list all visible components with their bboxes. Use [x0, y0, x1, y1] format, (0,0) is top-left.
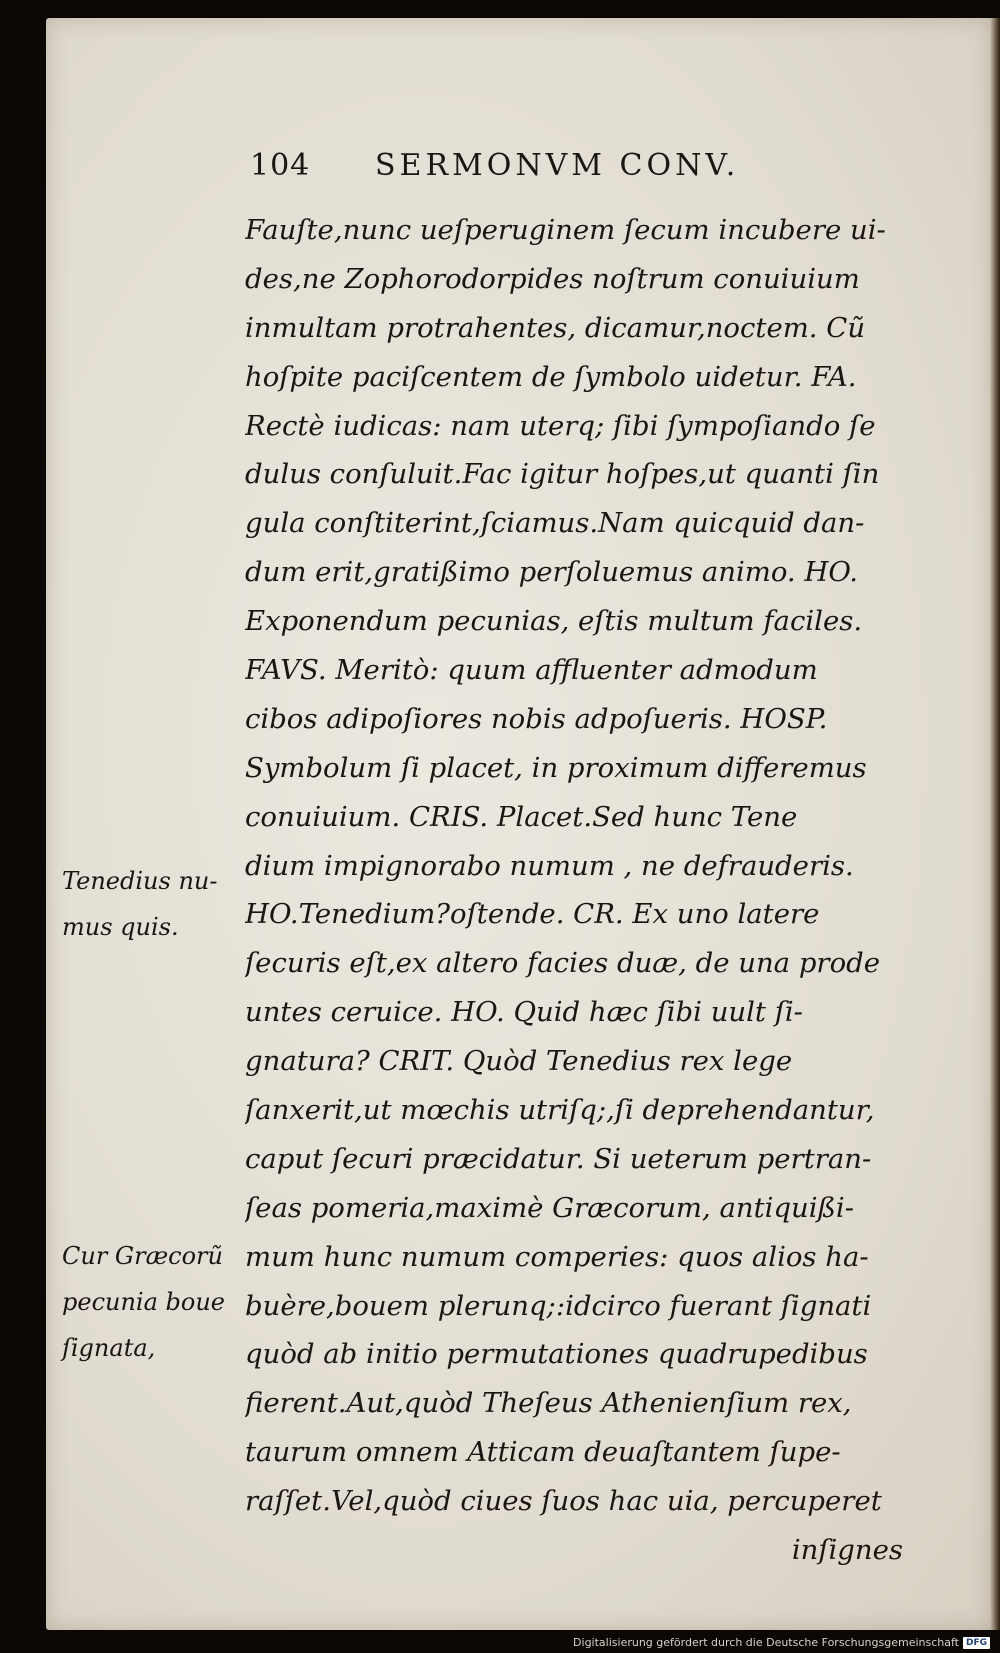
text-line: hoſpite paciſcentem de ſymbolo uidetur. FA.: [245, 360, 857, 393]
text-line: Exponendum pecunias, eſtis multum faciles.: [245, 605, 863, 638]
body-text: [245, 206, 903, 1575]
marginal-note-line: mus quis.: [62, 913, 179, 941]
page-number: 104: [250, 148, 311, 183]
text-line: untes ceruice. HO. Quid hæc ſibi uult ſi-: [245, 996, 803, 1029]
text-line: buère,bouem plerunq;:idcirco fuerant ſignati: [245, 1289, 872, 1322]
dfg-logo: DFG: [963, 1637, 990, 1649]
text-line: conuiuium. CRIS. Placet.Sed hunc Tene: [245, 800, 798, 833]
text-line: dium impignorabo numum , ne defrauderis.: [245, 849, 854, 882]
marginal-note-line: ſignata,: [62, 1334, 156, 1362]
text-line: Rectè iudicas: nam uterq; ſibi ſympoſiando ſe: [245, 409, 876, 442]
text-line: mum hunc numum comperies: quos alios ha-: [245, 1240, 869, 1273]
text-line: quòd ab initio permutationes quadrupedibus: [245, 1338, 868, 1371]
marginal-note-line: Tenedius nu-: [62, 867, 218, 895]
text-line: ſeas pomeria,maximè Græcorum, antiquißi-: [245, 1191, 855, 1224]
text-line: dum erit,gratißimo perſoluemus animo. HO.: [245, 556, 859, 589]
text-line: ſanxerit,ut mœchis utriſq;,ſi deprehendantur,: [245, 1094, 875, 1127]
credit-text: Digitalisierung gefördert durch die Deutsche Forschungsgemeinschaft: [573, 1636, 959, 1649]
marginal-note-line: Cur Græcorũ: [62, 1242, 223, 1270]
marginal-note-line: pecunia boue: [62, 1288, 226, 1316]
text-line: inmultam protrahentes, dicamur,noctem. Cũ: [245, 311, 866, 344]
text-line: Symbolum ſi placet, in proximum differemus: [245, 751, 867, 784]
text-line: HO.Tenedium?oſtende. CR. Ex uno latere: [245, 898, 820, 931]
running-head: SERMONVM CONV.: [375, 148, 740, 183]
text-line: FAVS. Meritò: quum affluenter admodum: [245, 654, 818, 687]
marginal-note-graecorum: [62, 1233, 225, 1371]
text-line: ſecuris eſt,ex altero facies duæ, de una prode: [245, 947, 880, 980]
text-line: raſſet.Vel,quòd ciues ſuos hac uia, percuperet: [245, 1485, 882, 1518]
marginal-note-tenedius: [62, 858, 217, 950]
text-line: gula conſtiterint,ſciamus.Nam quicquid dan-: [245, 507, 865, 540]
text-line: des,ne Zophorodorpides noſtrum conuiuium: [245, 262, 860, 295]
catchword: inſignes: [791, 1534, 903, 1567]
text-line: Fauſte,nunc ueſperuginem ſecum incubere ui-: [245, 214, 886, 246]
text-line: taurum omnem Atticam deuaſtantem ſupe-: [245, 1436, 841, 1469]
text-line: caput ſecuri præcidatur. Si ueterum pertran-: [245, 1142, 872, 1175]
text-line: gnatura? CRIT. Quòd Tenedius rex lege: [245, 1045, 793, 1078]
digitization-credit: [573, 1636, 990, 1649]
text-line: fierent.Aut,quòd Theſeus Athenienſium rex,: [245, 1387, 852, 1420]
book-spine-edge: [990, 18, 1000, 1630]
text-line: dulus conſuluit.Fac igitur hoſpes,ut quanti ſin: [245, 458, 880, 491]
text-line: cibos adipoſiores nobis adpoſueris. HOSP.: [245, 702, 828, 735]
